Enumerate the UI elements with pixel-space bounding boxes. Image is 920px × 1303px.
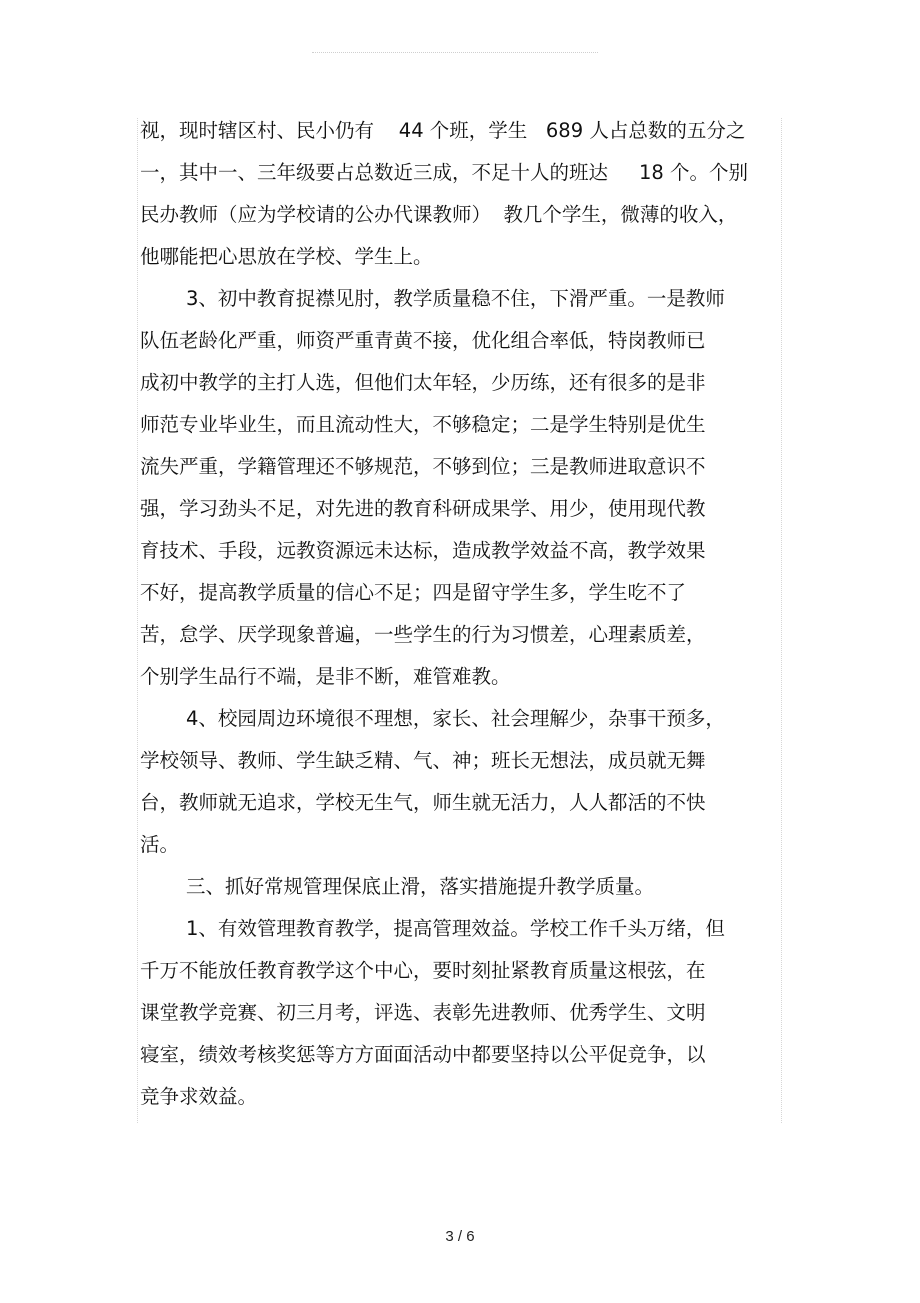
left-margin-line (137, 118, 138, 1123)
page-number: 3 / 6 (445, 1228, 475, 1245)
body-text (140, 110, 790, 1118)
paragraph-start-4: 4、校园周边环境很不理想，家长、社会理解少，杂事干预多， (186, 707, 725, 730)
text-line: 流失严重，学籍管理还不够规范，不够到位；三是教师进取意识不 (140, 455, 706, 478)
text-line: 他哪能把心思放在学校、学生上。 (140, 245, 433, 268)
section-heading-3: 三、抓好常规管理保底止滑，落实措施提升教学质量。 (186, 875, 655, 898)
text-line: 成初中教学的主打人选，但他们太年轻，少历练，还有很多的是非 (140, 371, 706, 394)
text-line: 活。 (140, 833, 180, 856)
text-line: 个别学生品行不端，是非不断，难管难教。 (140, 665, 511, 688)
header-rule (312, 52, 598, 53)
text-line: 台，教师就无追求，学校无生气，师生就无活力，人人都活的不快 (140, 791, 706, 814)
paragraph-start-1: 1、有效管理教育教学，提高管理效益。学校工作千头万绪，但 (186, 917, 725, 940)
text-line: 寝室，绩效考核奖惩等方方面面活动中都要坚持以公平促竞争，以 (140, 1043, 706, 1066)
text-line: 竞争求效益。 (140, 1085, 258, 1108)
text-line: 学校领导、教师、学生缺乏精、气、神；班长无想法，成员就无舞 (140, 749, 706, 772)
text-line: 队伍老龄化严重，师资严重青黄不接，优化组合率低，特岗教师已 (140, 329, 706, 352)
text-line: 苦，怠学、厌学现象普遍，一些学生的行为习惯差，心理素质差， (140, 623, 706, 646)
paragraph-start-3: 3、初中教育捉襟见肘，教学质量稳不住，下滑严重。一是教师 (186, 287, 725, 310)
text-line: 课堂教学竞赛、初三月考，评选、表彰先进教师、优秀学生、文明 (140, 1001, 706, 1024)
text-line: 强，学习劲头不足，对先进的教育科研成果学、用少，使用现代教 (140, 497, 706, 520)
text-line: 不好，提高教学质量的信心不足；四是留守学生多，学生吃不了 (140, 581, 687, 604)
text-line: 一，其中一、三年级要占总数近三成，不足十人的班达 18 个。个别 (140, 161, 749, 184)
text-line: 千万不能放任教育教学这个中心，要时刻扯紧教育质量这根弦，在 (140, 959, 706, 982)
text-line: 育技术、手段，远教资源远未达标，造成教学效益不高，教学效果 (140, 539, 706, 562)
text-line: 师范专业毕业生，而且流动性大，不够稳定；二是学生特别是优生 (140, 413, 706, 436)
text-line: 民办教师（应为学校请的公办代课教师） 教几个学生，微薄的收入， (140, 203, 738, 226)
text-line: 视，现时辖区村、民小仍有 44 个班，学生 689 人占总数的五分之 (140, 119, 746, 142)
